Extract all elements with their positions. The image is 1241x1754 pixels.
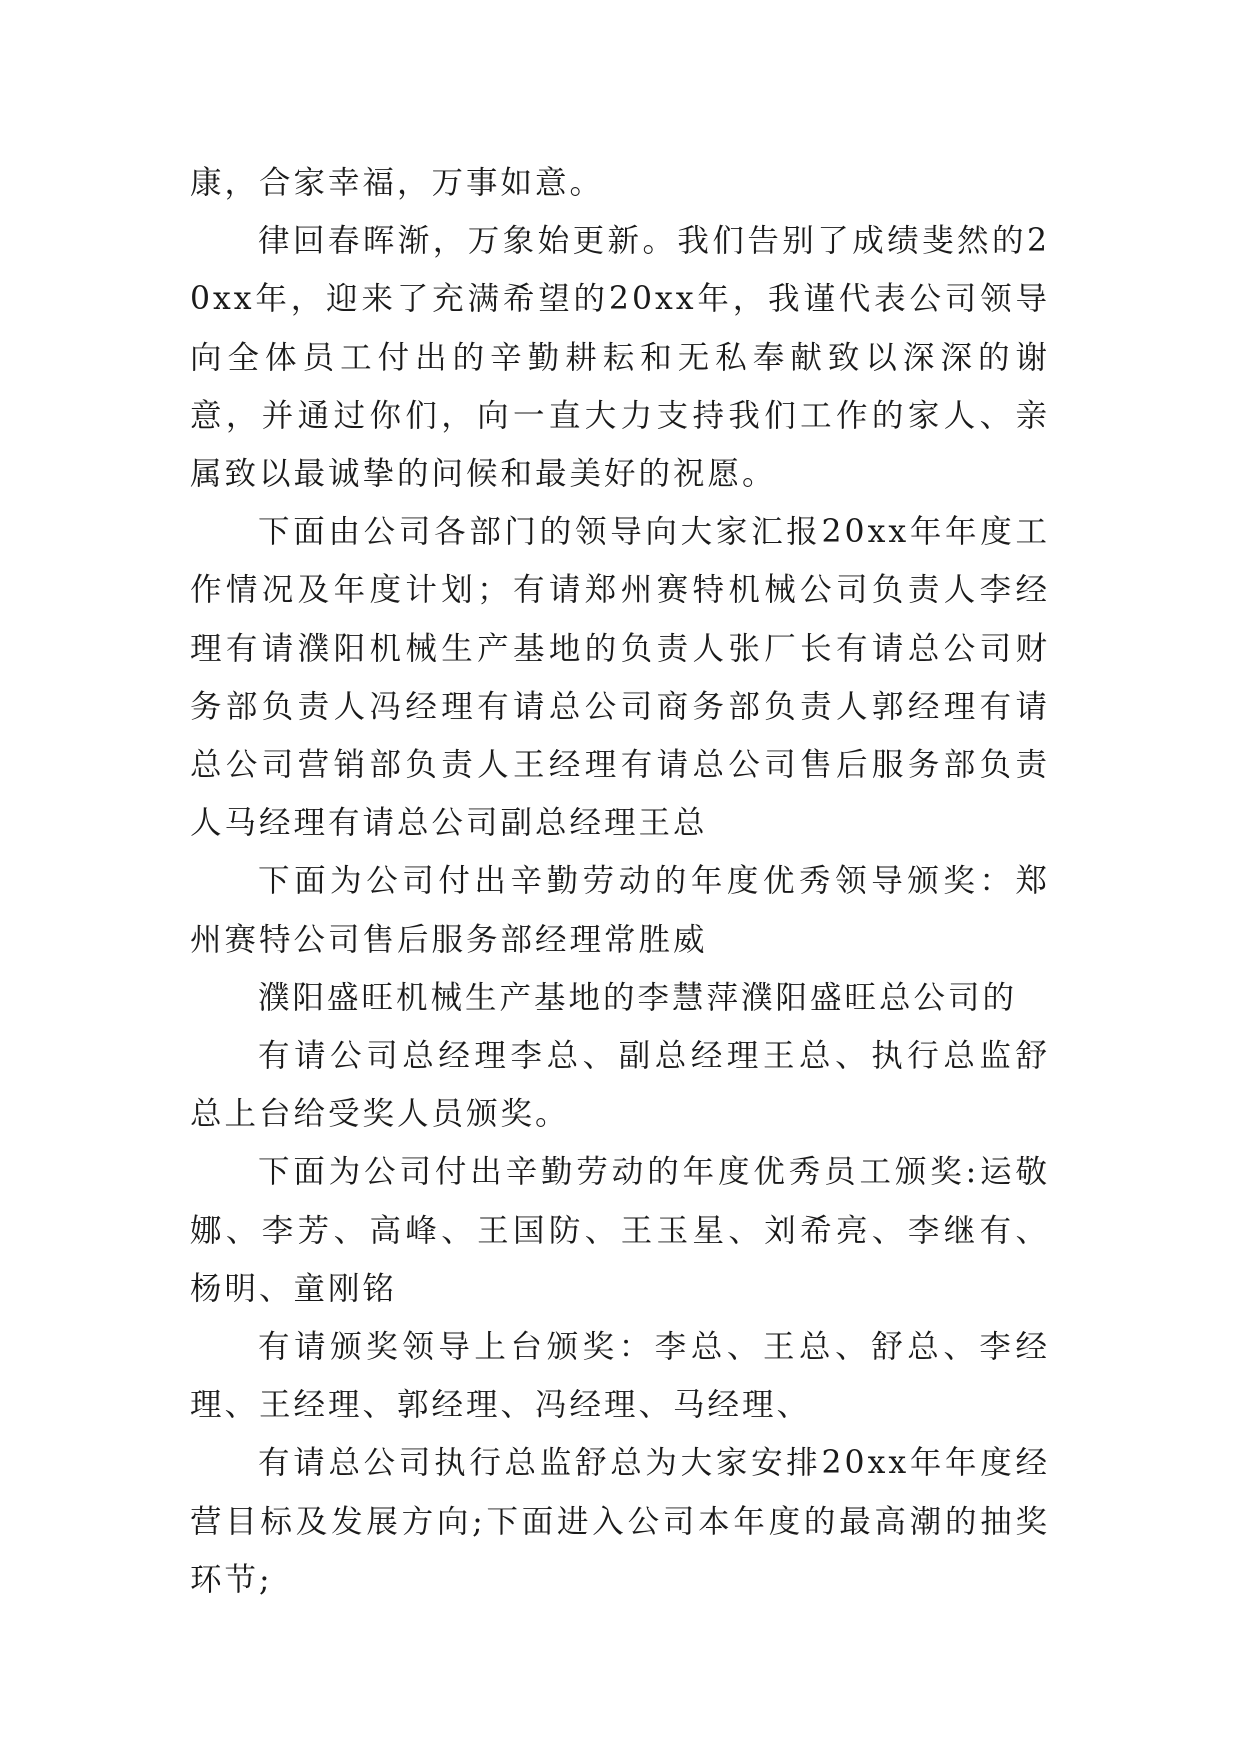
paragraph-award-leaders: 有请颁奖领导上台颁奖：李总、王总、舒总、李经理、王经理、郭经理、冯经理、马经理、 — [190, 1329, 1050, 1424]
paragraph-annual-goals-lottery: 有请总公司执行总监舒总为大家安排20xx年年度经营目标及发展方向;下面进入公司本年度的最高潮的抽奖环节; — [190, 1445, 1050, 1598]
paragraph-new-year-greeting: 律回春晖渐，万象始更新。我们告别了成绩斐然的20xx年，迎来了充满希望的20xx年，我谨代表公司领导向全体员工付出的辛勤耕耘和无私奉献致以深深的谢意，并通过你们，向一直大力支持我们工作的家人、亲属致以最诚挚的问候和最美好的祝愿。 — [190, 223, 1050, 493]
paragraph-closing-wishes: 康，合家幸福，万事如意。 — [190, 165, 605, 201]
paragraph-leader-award: 下面为公司付出辛勤劳动的年度优秀领导颁奖：郑州赛特公司售后服务部经理常胜威 — [190, 863, 1050, 958]
paragraph-employee-award: 下面为公司付出辛勤劳动的年度优秀员工颁奖:运敬娜、李芳、高峰、王国防、王玉星、刘希亮、李继有、杨明、童刚铭 — [190, 1154, 1050, 1307]
paragraph-department-reports: 下面由公司各部门的领导向大家汇报20xx年年度工作情况及年度计划；有请郑州赛特机械公司负责人李经理有请濮阳机械生产基地的负责人张厂长有请总公司财务部负责人冯经理有请总公司商务部负责人郭经理有请总公司营销部负责人王经理有请总公司售后服务部负责人马经理有请总公司副总经理王总 — [190, 514, 1050, 842]
paragraph-award-presenters: 有请公司总经理李总、副总经理王总、执行总监舒总上台给受奖人员颁奖。 — [190, 1038, 1050, 1133]
paragraph-leader-award-continued: 濮阳盛旺机械生产基地的李慧萍濮阳盛旺总公司的 — [258, 979, 1018, 1016]
document-body — [190, 154, 1050, 1609]
